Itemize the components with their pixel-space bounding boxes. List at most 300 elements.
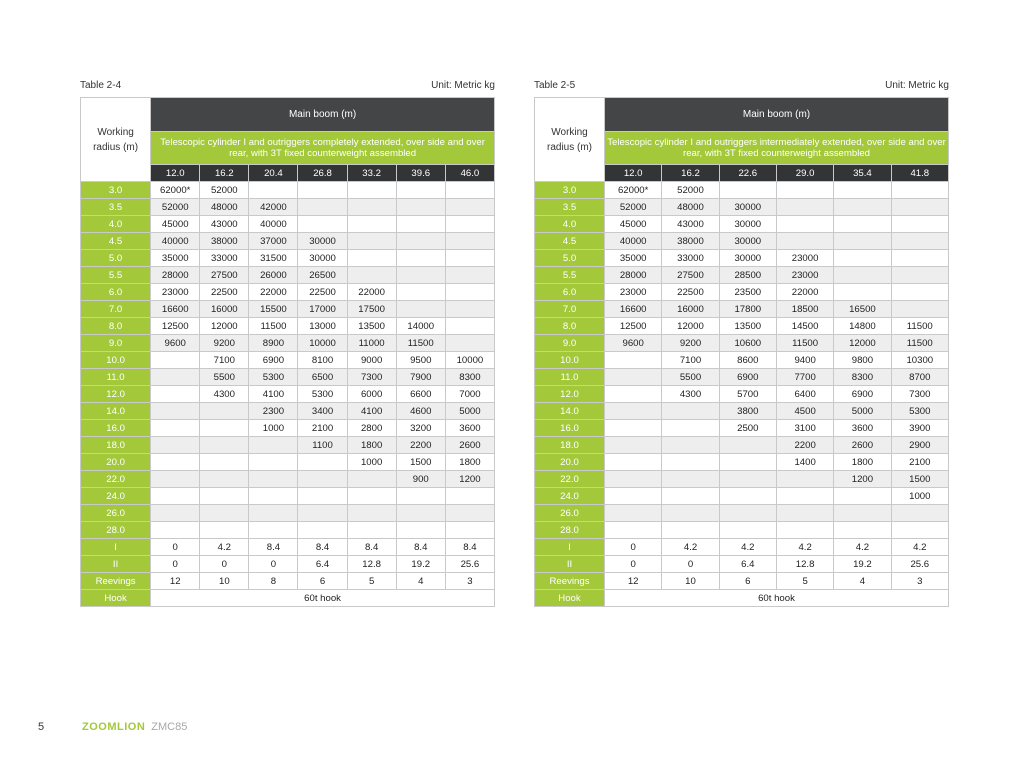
radius-cell: 5.0 — [81, 250, 151, 267]
radius-cell: 24.0 — [81, 488, 151, 505]
radius-cell: 3.0 — [535, 182, 605, 199]
table-unit: Unit: Metric kg — [431, 80, 495, 91]
value-cell: 0 — [249, 556, 298, 573]
radius-cell: 26.0 — [81, 505, 151, 522]
hook-label-cell: Hook — [535, 590, 605, 607]
load-cell: 9200 — [662, 335, 719, 352]
boom-length-header: 33.2 — [347, 165, 396, 182]
load-cell: 52000 — [200, 182, 249, 199]
load-cell — [445, 505, 494, 522]
load-cell: 40000 — [151, 233, 200, 250]
load-cell: 45000 — [151, 216, 200, 233]
load-cell: 9200 — [200, 335, 249, 352]
table-row — [535, 352, 949, 369]
load-cell — [605, 471, 662, 488]
radius-cell: 12.0 — [81, 386, 151, 403]
radius-cell: 3.5 — [81, 199, 151, 216]
table-row — [81, 471, 495, 488]
table-title: Table 2-5 — [534, 80, 576, 91]
value-cell: 4.2 — [891, 539, 948, 556]
load-cell — [396, 301, 445, 318]
load-cell — [605, 369, 662, 386]
table-caption-row — [534, 78, 949, 94]
load-cell — [200, 403, 249, 420]
load-cell: 5300 — [298, 386, 347, 403]
radius-cell: 4.5 — [81, 233, 151, 250]
load-cell — [200, 454, 249, 471]
load-cell — [834, 522, 891, 539]
table-row — [535, 420, 949, 437]
working-radius-header: Working radius (m) — [81, 98, 151, 182]
value-cell: 4.2 — [776, 539, 833, 556]
load-cell: 23000 — [776, 267, 833, 284]
load-cell: 43000 — [662, 216, 719, 233]
value-cell: 4 — [834, 573, 891, 590]
table-row — [535, 454, 949, 471]
load-cell — [776, 216, 833, 233]
load-cell: 7900 — [396, 369, 445, 386]
load-cell — [605, 505, 662, 522]
load-cell: 2100 — [298, 420, 347, 437]
load-cell — [151, 522, 200, 539]
load-cell: 1800 — [445, 454, 494, 471]
page-footer — [38, 721, 187, 733]
load-cell: 1200 — [834, 471, 891, 488]
load-cell: 5000 — [834, 403, 891, 420]
load-cell: 1800 — [347, 437, 396, 454]
load-cell: 1000 — [347, 454, 396, 471]
table-row — [81, 199, 495, 216]
load-cell — [200, 437, 249, 454]
table-row — [535, 233, 949, 250]
table-row — [81, 386, 495, 403]
load-cell: 35000 — [151, 250, 200, 267]
table-row — [81, 216, 495, 233]
load-cell — [445, 182, 494, 199]
table-row — [535, 386, 949, 403]
radius-cell: 16.0 — [535, 420, 605, 437]
load-cell: 5000 — [445, 403, 494, 420]
load-cell — [891, 284, 948, 301]
load-cell: 10300 — [891, 352, 948, 369]
value-cell: 25.6 — [891, 556, 948, 573]
value-cell: 8.4 — [445, 539, 494, 556]
load-cell: 1800 — [834, 454, 891, 471]
load-cell: 6400 — [776, 386, 833, 403]
load-cell: 3800 — [719, 403, 776, 420]
load-cell — [445, 318, 494, 335]
value-cell: 4.2 — [719, 539, 776, 556]
load-cell: 3900 — [891, 420, 948, 437]
boom-length-header: 26.8 — [298, 165, 347, 182]
load-cell — [776, 471, 833, 488]
load-cell: 11500 — [776, 335, 833, 352]
load-cell: 9400 — [776, 352, 833, 369]
load-cell — [719, 505, 776, 522]
load-cell: 22000 — [249, 284, 298, 301]
load-cell: 17000 — [298, 301, 347, 318]
load-cell: 5500 — [662, 369, 719, 386]
load-cell — [151, 505, 200, 522]
load-cell — [396, 250, 445, 267]
load-cell — [662, 471, 719, 488]
load-cell: 2200 — [776, 437, 833, 454]
load-cell: 7300 — [891, 386, 948, 403]
load-cell — [396, 505, 445, 522]
load-cell: 7100 — [662, 352, 719, 369]
table-row — [535, 301, 949, 318]
condition-header: Telescopic cylinder I and outriggers intermediately extended, over side and over rear, with 3T fixed counterweight assembled — [605, 132, 949, 165]
value-cell: 3 — [891, 573, 948, 590]
load-cell — [298, 216, 347, 233]
radius-cell: 5.5 — [81, 267, 151, 284]
load-cell — [776, 522, 833, 539]
load-cell — [605, 403, 662, 420]
load-cell: 6900 — [719, 369, 776, 386]
load-cell: 23000 — [605, 284, 662, 301]
table-row — [81, 488, 495, 505]
load-cell: 23000 — [151, 284, 200, 301]
load-cell — [445, 250, 494, 267]
radius-cell: 22.0 — [81, 471, 151, 488]
load-cell: 23500 — [719, 284, 776, 301]
load-cell — [776, 488, 833, 505]
load-cell: 11500 — [891, 335, 948, 352]
table-row — [81, 522, 495, 539]
load-cell — [151, 369, 200, 386]
load-cell: 8600 — [719, 352, 776, 369]
load-cell — [445, 199, 494, 216]
load-cell: 8100 — [298, 352, 347, 369]
radius-cell: 28.0 — [81, 522, 151, 539]
load-cell — [445, 267, 494, 284]
radius-cell: 11.0 — [81, 369, 151, 386]
table-row — [81, 403, 495, 420]
boom-length-header: 12.0 — [605, 165, 662, 182]
load-cell: 17500 — [347, 301, 396, 318]
load-cell — [298, 454, 347, 471]
value-cell: 25.6 — [445, 556, 494, 573]
boom-length-header: 12.0 — [151, 165, 200, 182]
load-cell: 30000 — [719, 233, 776, 250]
load-cell: 52000 — [151, 199, 200, 216]
table-row — [81, 539, 495, 556]
load-cell: 11500 — [396, 335, 445, 352]
load-cell: 30000 — [719, 250, 776, 267]
load-cell: 30000 — [719, 216, 776, 233]
load-cell: 11500 — [249, 318, 298, 335]
load-cell: 12500 — [605, 318, 662, 335]
load-cell — [605, 437, 662, 454]
load-cell: 6600 — [396, 386, 445, 403]
load-cell — [891, 216, 948, 233]
load-cell — [151, 488, 200, 505]
radius-cell: 10.0 — [81, 352, 151, 369]
load-cell — [891, 233, 948, 250]
table-row — [535, 318, 949, 335]
load-cell — [396, 267, 445, 284]
load-cell — [396, 216, 445, 233]
load-cell: 3600 — [445, 420, 494, 437]
boom-length-header: 20.4 — [249, 165, 298, 182]
value-cell: 10 — [200, 573, 249, 590]
table-row — [535, 199, 949, 216]
load-cell — [891, 301, 948, 318]
working-radius-header: Working radius (m) — [535, 98, 605, 182]
radius-cell: 10.0 — [535, 352, 605, 369]
value-cell: 19.2 — [834, 556, 891, 573]
load-cell — [834, 233, 891, 250]
load-cell — [200, 522, 249, 539]
load-cell — [396, 233, 445, 250]
load-cell: 13500 — [719, 318, 776, 335]
table-row — [535, 522, 949, 539]
load-cell — [605, 488, 662, 505]
load-cell — [249, 522, 298, 539]
table-row — [535, 437, 949, 454]
load-cell — [347, 505, 396, 522]
load-cell — [396, 284, 445, 301]
value-cell: 0 — [151, 539, 200, 556]
radius-cell: 3.5 — [535, 199, 605, 216]
load-cell — [776, 199, 833, 216]
table-row — [535, 250, 949, 267]
value-cell: 19.2 — [396, 556, 445, 573]
load-cell: 23000 — [776, 250, 833, 267]
table-row — [81, 335, 495, 352]
load-cell — [151, 471, 200, 488]
radius-cell: 3.0 — [81, 182, 151, 199]
value-cell: 6.4 — [298, 556, 347, 573]
load-cell — [834, 284, 891, 301]
load-cell: 27500 — [200, 267, 249, 284]
load-chart-table-2-5 — [534, 78, 949, 607]
load-cell — [347, 233, 396, 250]
value-cell: 12.8 — [347, 556, 396, 573]
boom-length-header: 35.4 — [834, 165, 891, 182]
load-cell: 12000 — [200, 318, 249, 335]
boom-length-header: 16.2 — [200, 165, 249, 182]
load-cell: 9600 — [151, 335, 200, 352]
load-cell: 17800 — [719, 301, 776, 318]
load-cell: 42000 — [249, 199, 298, 216]
table-row — [535, 216, 949, 233]
model-name: ZMC85 — [151, 721, 188, 733]
table-row — [81, 318, 495, 335]
load-cell: 4300 — [200, 386, 249, 403]
load-cell: 12000 — [834, 335, 891, 352]
load-cell — [719, 522, 776, 539]
radius-cell: 28.0 — [535, 522, 605, 539]
boom-length-header: 29.0 — [776, 165, 833, 182]
page-number: 5 — [38, 721, 45, 733]
load-cell: 52000 — [662, 182, 719, 199]
table-row — [535, 590, 949, 607]
load-cell — [891, 199, 948, 216]
load-cell: 1100 — [298, 437, 347, 454]
value-cell: 12 — [151, 573, 200, 590]
load-cell — [151, 352, 200, 369]
boom-length-header: 22.6 — [719, 165, 776, 182]
load-cell: 62000* — [605, 182, 662, 199]
load-cell: 22000 — [776, 284, 833, 301]
load-cell: 30000 — [298, 250, 347, 267]
load-cell: 15500 — [249, 301, 298, 318]
load-cell: 8300 — [834, 369, 891, 386]
table-row — [535, 573, 949, 590]
load-cell — [200, 505, 249, 522]
table-unit: Unit: Metric kg — [885, 80, 949, 91]
load-cell: 8700 — [891, 369, 948, 386]
load-cell — [151, 386, 200, 403]
load-cell — [719, 182, 776, 199]
load-cell — [834, 250, 891, 267]
load-cell: 14500 — [776, 318, 833, 335]
load-cell: 45000 — [605, 216, 662, 233]
value-cell: 5 — [776, 573, 833, 590]
load-cell: 22500 — [298, 284, 347, 301]
load-cell: 13500 — [347, 318, 396, 335]
load-cell: 31500 — [249, 250, 298, 267]
table-row — [535, 267, 949, 284]
load-cell: 16000 — [200, 301, 249, 318]
radius-cell: 4.0 — [535, 216, 605, 233]
table-row — [81, 301, 495, 318]
load-cell: 40000 — [605, 233, 662, 250]
row-label-cell: I — [81, 539, 151, 556]
radius-cell: 24.0 — [535, 488, 605, 505]
load-cell — [719, 437, 776, 454]
table-row — [81, 182, 495, 199]
load-cell: 12000 — [662, 318, 719, 335]
load-cell — [298, 505, 347, 522]
load-cell: 6900 — [249, 352, 298, 369]
radius-cell: 5.5 — [535, 267, 605, 284]
load-cell — [249, 437, 298, 454]
value-cell: 4.2 — [834, 539, 891, 556]
value-cell: 8.4 — [396, 539, 445, 556]
load-cell: 1400 — [776, 454, 833, 471]
table-row — [81, 233, 495, 250]
load-cell — [891, 505, 948, 522]
load-cell — [891, 267, 948, 284]
table-row — [535, 539, 949, 556]
value-cell: 4.2 — [200, 539, 249, 556]
load-cell: 22500 — [662, 284, 719, 301]
load-cell — [249, 182, 298, 199]
load-cell: 52000 — [605, 199, 662, 216]
load-cell — [298, 182, 347, 199]
table-row — [81, 369, 495, 386]
load-cell: 26000 — [249, 267, 298, 284]
load-cell — [347, 522, 396, 539]
value-cell: 8.4 — [249, 539, 298, 556]
load-cell: 10000 — [298, 335, 347, 352]
radius-cell: 8.0 — [535, 318, 605, 335]
load-cell: 7700 — [776, 369, 833, 386]
load-cell: 48000 — [662, 199, 719, 216]
load-cell — [776, 233, 833, 250]
value-cell: 4 — [396, 573, 445, 590]
load-cell — [396, 522, 445, 539]
row-label-cell: I — [535, 539, 605, 556]
boom-length-header: 16.2 — [662, 165, 719, 182]
load-cell — [347, 199, 396, 216]
load-cell: 900 — [396, 471, 445, 488]
load-cell — [605, 454, 662, 471]
table-row — [535, 488, 949, 505]
load-table — [534, 97, 949, 607]
load-cell: 2200 — [396, 437, 445, 454]
table-row — [81, 284, 495, 301]
load-cell: 28000 — [151, 267, 200, 284]
row-label-cell: II — [81, 556, 151, 573]
load-cell — [891, 182, 948, 199]
load-cell: 1000 — [891, 488, 948, 505]
load-cell — [605, 522, 662, 539]
load-cell: 62000* — [151, 182, 200, 199]
load-cell: 8300 — [445, 369, 494, 386]
load-cell: 33000 — [662, 250, 719, 267]
load-cell: 1500 — [396, 454, 445, 471]
load-cell — [445, 233, 494, 250]
table-row — [535, 505, 949, 522]
value-cell: 10 — [662, 573, 719, 590]
load-cell — [347, 250, 396, 267]
load-cell — [834, 199, 891, 216]
load-cell: 1500 — [891, 471, 948, 488]
load-cell — [445, 335, 494, 352]
load-cell: 13000 — [298, 318, 347, 335]
load-cell: 5500 — [200, 369, 249, 386]
hook-value-cell: 60t hook — [151, 590, 495, 607]
load-cell: 43000 — [200, 216, 249, 233]
load-cell — [662, 522, 719, 539]
radius-cell: 4.5 — [535, 233, 605, 250]
load-cell: 1200 — [445, 471, 494, 488]
table-row — [81, 573, 495, 590]
load-cell: 12500 — [151, 318, 200, 335]
load-cell — [662, 403, 719, 420]
load-cell: 14800 — [834, 318, 891, 335]
load-cell — [605, 386, 662, 403]
load-cell: 2500 — [719, 420, 776, 437]
load-cell: 2300 — [249, 403, 298, 420]
table-row — [81, 556, 495, 573]
load-cell: 26500 — [298, 267, 347, 284]
load-cell — [891, 522, 948, 539]
load-cell: 4100 — [347, 403, 396, 420]
table-title: Table 2-4 — [80, 80, 122, 91]
load-cell — [719, 488, 776, 505]
load-cell — [445, 301, 494, 318]
load-cell — [347, 267, 396, 284]
load-cell: 10000 — [445, 352, 494, 369]
load-chart-table-2-4 — [80, 78, 495, 607]
load-cell — [605, 420, 662, 437]
value-cell: 12.8 — [776, 556, 833, 573]
load-cell: 2600 — [445, 437, 494, 454]
load-cell — [834, 182, 891, 199]
value-cell: 0 — [151, 556, 200, 573]
load-cell — [298, 522, 347, 539]
radius-cell: 9.0 — [81, 335, 151, 352]
load-cell: 22000 — [347, 284, 396, 301]
load-cell — [347, 471, 396, 488]
load-cell: 2900 — [891, 437, 948, 454]
value-cell: 8 — [249, 573, 298, 590]
boom-length-header: 46.0 — [445, 165, 494, 182]
